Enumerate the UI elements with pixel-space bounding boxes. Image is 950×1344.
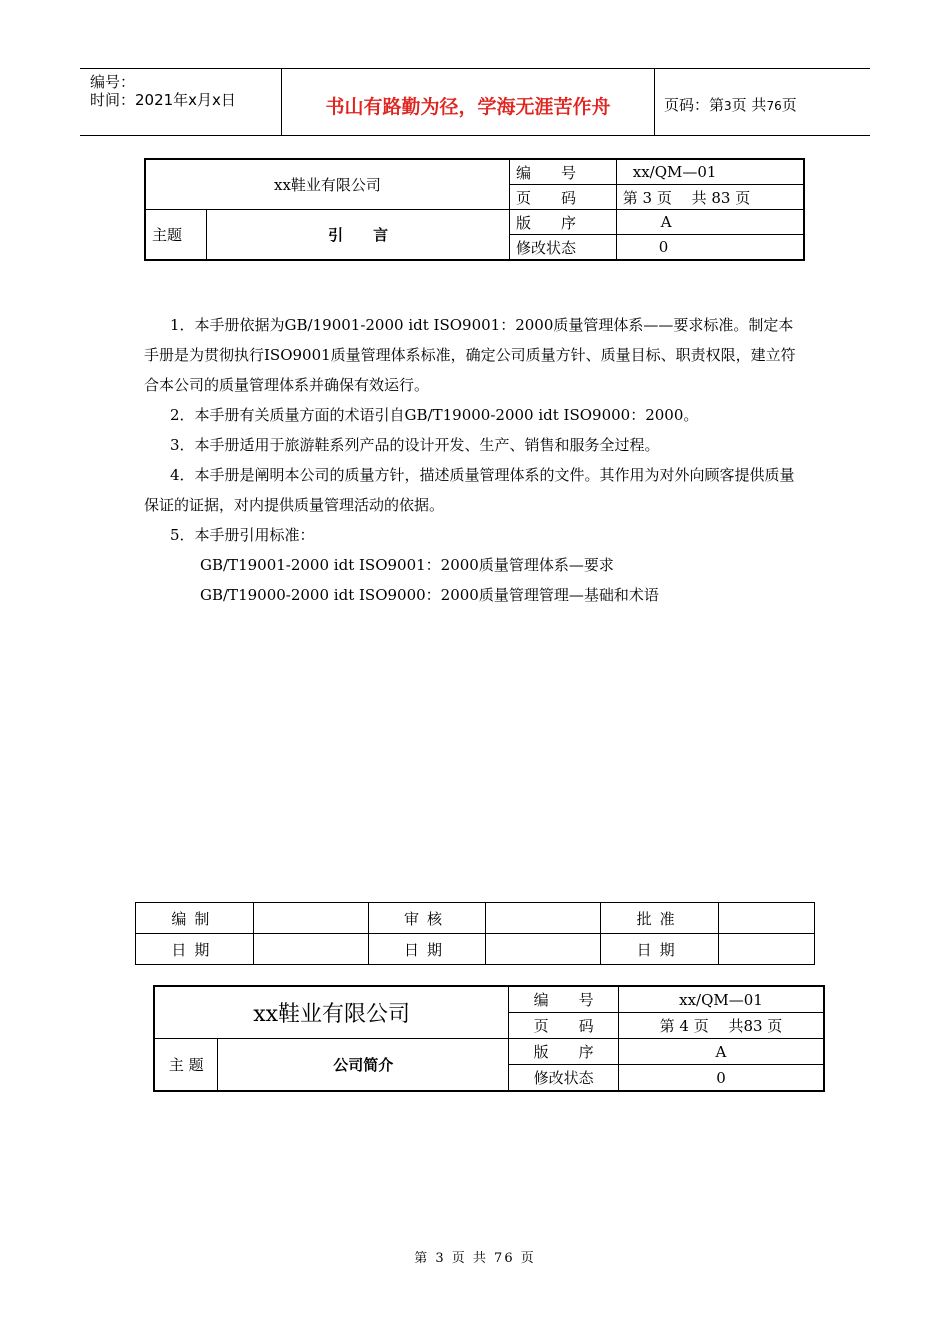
version-label: 版 序 xyxy=(509,1039,619,1065)
header-divider xyxy=(654,69,655,135)
date-value xyxy=(486,934,601,965)
page-label: 页 码 xyxy=(509,185,616,210)
version-value: A xyxy=(616,210,804,235)
version-label: 版 序 xyxy=(509,210,616,235)
header-motto: 书山有路勤为径，学海无涯苦作舟 xyxy=(325,96,611,118)
prepared-value xyxy=(253,903,368,934)
page-label: 页 码 xyxy=(509,1013,619,1039)
subject-label: 主 题 xyxy=(154,1039,218,1092)
code-label: 编 号 xyxy=(509,159,616,185)
code-value: xx/QM—01 xyxy=(616,159,804,185)
approved-value xyxy=(719,903,815,934)
reviewed-value xyxy=(486,903,601,934)
header-code-label: 编号： xyxy=(90,73,136,91)
prepared-label: 编制 xyxy=(136,903,254,934)
paragraph-2: 2．本手册有关质量方面的术语引自GB/T19000-2000 idt ISO9000：2000。 xyxy=(170,406,699,424)
status-label: 修改状态 xyxy=(509,235,616,261)
page-value: 第 4 页 共83 页 xyxy=(618,1013,824,1039)
subject-value: 引 言 xyxy=(207,210,510,261)
reference-2: GB/T19000-2000 idt ISO9000：2000质量管理管理—基础和术语 xyxy=(200,586,659,604)
page-value: 第 3 页 共 83 页 xyxy=(616,185,804,210)
status-value: 0 xyxy=(618,1065,824,1092)
header-bottom-rule xyxy=(80,135,870,136)
status-value: 0 xyxy=(616,235,804,261)
header-page-info: 页码：第3页 共76页 xyxy=(664,96,797,114)
date-value xyxy=(253,934,368,965)
reference-1: GB/T19001-2000 idt ISO9001：2000质量管理体系—要求 xyxy=(200,556,614,574)
document-body xyxy=(144,310,806,610)
header-date-label: 时间：2021年x月x日 xyxy=(90,91,236,109)
paragraph-3: 3．本手册适用于旅游鞋系列产品的设计开发、生产、销售和服务全过程。 xyxy=(170,436,660,454)
signoff-table xyxy=(135,902,815,965)
paragraph-4: 4．本手册是阐明本公司的质量方针，描述质量管理体系的文件。其作用为对外向顾客提供质量保证的证据，对内提供质量管理活动的依据。 xyxy=(144,466,795,514)
code-value: xx/QM—01 xyxy=(618,986,824,1013)
date-label: 日期 xyxy=(368,934,486,965)
approved-label: 批准 xyxy=(601,903,719,934)
version-value: A xyxy=(618,1039,824,1065)
doc-control-table-next xyxy=(153,985,825,1092)
subject-value: 公司简介 xyxy=(218,1039,509,1092)
subject-label: 主题 xyxy=(145,210,207,261)
doc-control-table xyxy=(144,158,805,261)
company-name: xx鞋业有限公司 xyxy=(154,986,509,1039)
status-label: 修改状态 xyxy=(509,1065,619,1092)
date-label: 日期 xyxy=(601,934,719,965)
header-top-rule xyxy=(80,68,870,69)
page-footer: 第 3 页 共 76 页 xyxy=(414,1251,536,1266)
paragraph-5: 5．本手册引用标准： xyxy=(170,526,315,544)
reviewed-label: 审核 xyxy=(368,903,486,934)
date-label: 日期 xyxy=(136,934,254,965)
code-label: 编 号 xyxy=(509,986,619,1013)
date-value xyxy=(719,934,815,965)
paragraph-1: 1．本手册依据为GB/19001-2000 idt ISO9001：2000质量管理体系——要求标准。制定本手册是为贯彻执行ISO9001质量管理体系标准，确定公司质量方针、质量目标、职责权限，建立符合本公司的质量管理体系并确保有效运行。 xyxy=(144,316,796,394)
company-name: xx鞋业有限公司 xyxy=(145,159,509,210)
